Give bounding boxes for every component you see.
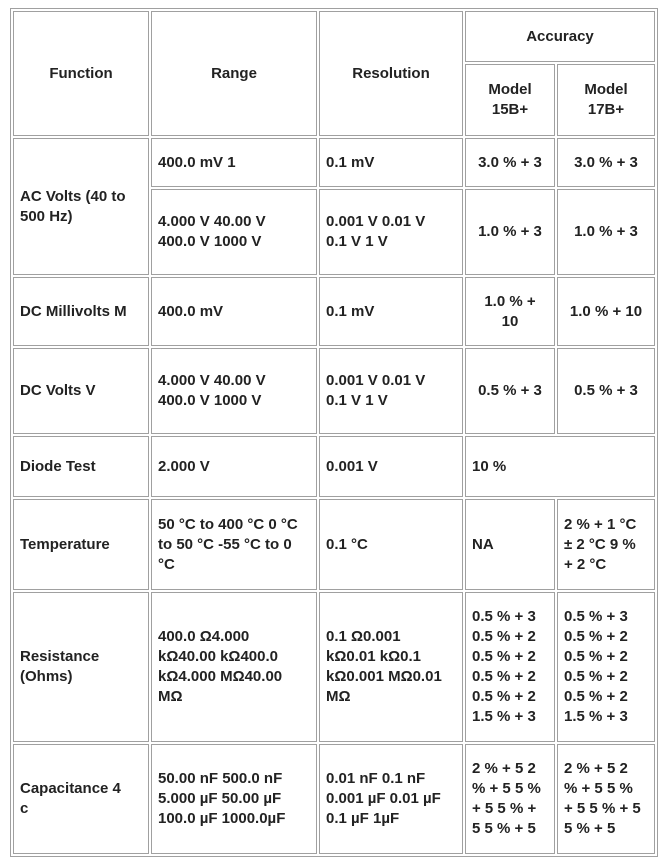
cell-range: 4.000 V 40.00 V 400.0 V 1000 V	[151, 348, 317, 434]
cell-accuracy-15b: 0.5 % + 3	[465, 348, 555, 434]
cell-range: 2.000 V	[151, 436, 317, 497]
cell-resolution: 0.1 mV	[319, 138, 463, 187]
header-function: Function	[13, 11, 149, 136]
cell-resolution: 0.001 V	[319, 436, 463, 497]
header-model-17b: Model 17B+	[557, 64, 655, 136]
table-row-dc-volts	[13, 348, 655, 434]
cell-accuracy-17b: 3.0 % + 3	[557, 138, 655, 187]
table-row-capacitance	[13, 744, 655, 854]
cell-accuracy-17b: 1.0 % + 3	[557, 189, 655, 275]
specifications-table	[10, 8, 658, 857]
cell-function-ac-volts: AC Volts (40 to 500 Hz)	[13, 138, 149, 275]
cell-resolution: 0.001 V 0.01 V 0.1 V 1 V	[319, 189, 463, 275]
cell-accuracy-15b: 0.5 % + 3 0.5 % + 2 0.5 % + 2 0.5 % + 2 0.5 % + 2 1.5 % + 3	[465, 592, 555, 742]
cell-accuracy-17b: 0.5 % + 3	[557, 348, 655, 434]
table-row-ac-volts	[13, 138, 655, 187]
header-range: Range	[151, 11, 317, 136]
cell-accuracy-15b: 1.0 % + 10	[465, 277, 555, 346]
cell-range: 400.0 mV 1	[151, 138, 317, 187]
cell-accuracy-17b: 0.5 % + 3 0.5 % + 2 0.5 % + 2 0.5 % + 2 0.5 % + 2 1.5 % + 3	[557, 592, 655, 742]
cell-accuracy-15b: 3.0 % + 3	[465, 138, 555, 187]
cell-resolution: 0.001 V 0.01 V 0.1 V 1 V	[319, 348, 463, 434]
header-accuracy: Accuracy	[465, 11, 655, 62]
header-row	[13, 11, 655, 62]
cell-resolution: 0.1 Ω0.001 kΩ0.01 kΩ0.1 kΩ0.001 MΩ0.01 MΩ	[319, 592, 463, 742]
cell-accuracy-17b: 2 % + 1 °C ± 2 °C 9 % + 2 °C	[557, 499, 655, 590]
cell-function-resistance: Resistance (Ohms)	[13, 592, 149, 742]
cell-range: 4.000 V 40.00 V 400.0 V 1000 V	[151, 189, 317, 275]
table-row-diode-test	[13, 436, 655, 497]
cell-range: 400.0 mV	[151, 277, 317, 346]
table-row-resistance	[13, 592, 655, 742]
cell-function-dc-volts: DC Volts V	[13, 348, 149, 434]
cell-accuracy-15b: 1.0 % + 3	[465, 189, 555, 275]
table-row-dc-millivolts	[13, 277, 655, 346]
cell-accuracy-15b: NA	[465, 499, 555, 590]
cell-range: 400.0 Ω4.000 kΩ40.00 kΩ400.0 kΩ4.000 MΩ40.00 MΩ	[151, 592, 317, 742]
cell-range: 50.00 nF 500.0 nF 5.000 µF 50.00 µF 100.0 µF 1000.0µF	[151, 744, 317, 854]
cell-accuracy-15b: 2 % + 5 2 % + 5 5 % + 5 5 % + 5 5 % + 5	[465, 744, 555, 854]
table-row-temperature	[13, 499, 655, 590]
header-model-15b: Model 15B+	[465, 64, 555, 136]
cell-range: 50 °C to 400 °C 0 °C to 50 °C -55 °C to 0 °C	[151, 499, 317, 590]
cell-function-diode-test: Diode Test	[13, 436, 149, 497]
header-resolution: Resolution	[319, 11, 463, 136]
cell-accuracy-both: 10 %	[465, 436, 655, 497]
cell-accuracy-17b: 2 % + 5 2 % + 5 5 % + 5 5 % + 5 5 % + 5	[557, 744, 655, 854]
cell-function-dc-millivolts: DC Millivolts M	[13, 277, 149, 346]
cell-resolution: 0.1 °C	[319, 499, 463, 590]
cell-resolution: 0.01 nF 0.1 nF 0.001 µF 0.01 µF 0.1 µF 1µF	[319, 744, 463, 854]
cell-function-capacitance: Capacitance 4 c	[13, 744, 149, 854]
cell-resolution: 0.1 mV	[319, 277, 463, 346]
cell-function-temperature: Temperature	[13, 499, 149, 590]
cell-accuracy-17b: 1.0 % + 10	[557, 277, 655, 346]
